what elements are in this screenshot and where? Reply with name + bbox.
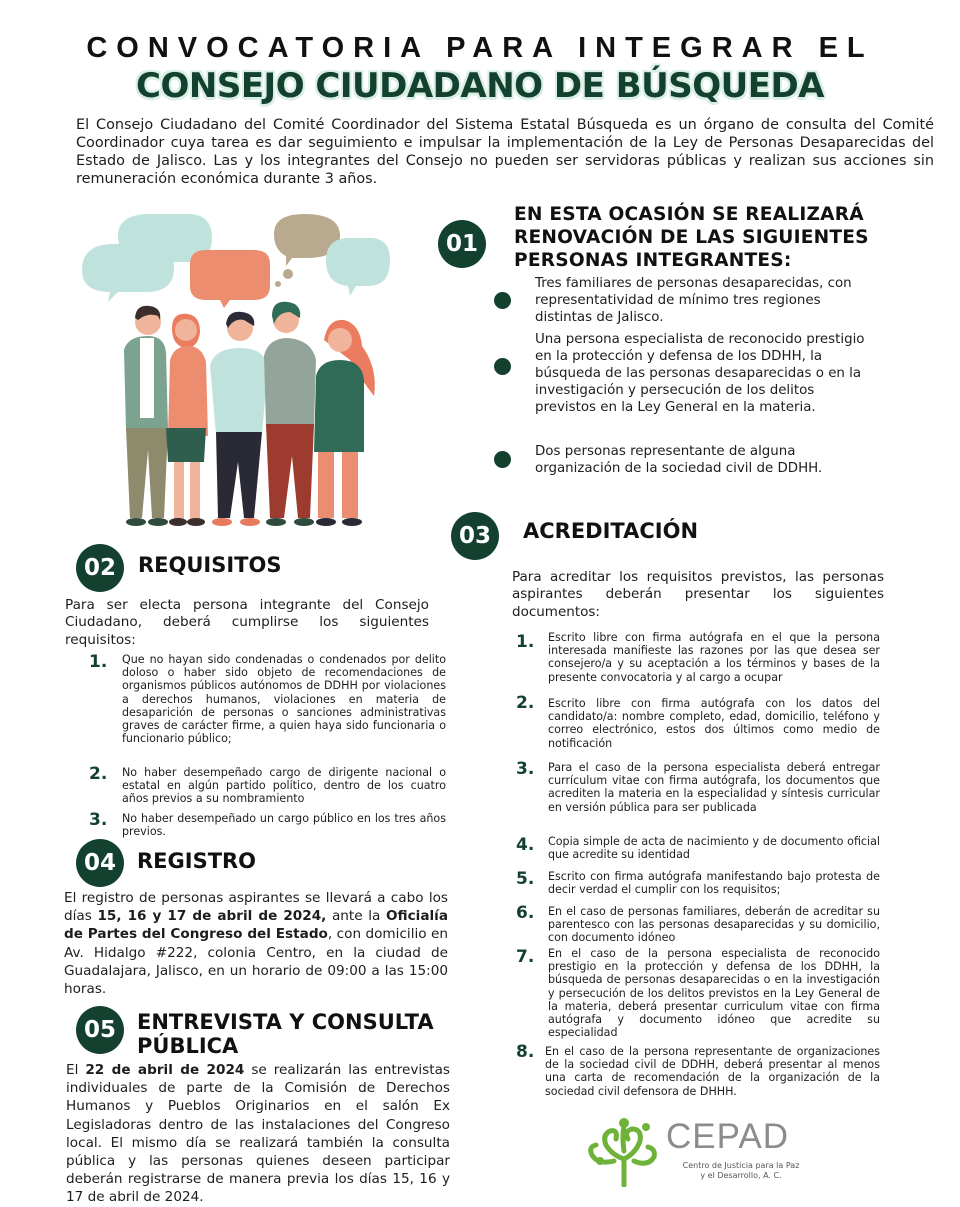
section-02-lead: Para ser electa persona integrante del Consejo Ciudadano, deberá cumplirse los siguientes requisitos: (65, 597, 429, 648)
doc-1-number: 1. (516, 632, 535, 652)
logo-subtitle (676, 1161, 806, 1181)
doc-7-text: En el caso de la persona especialista de reconocido prestigio en la protección y defensa de los DDHH, la búsqueda de personas desaparecidas o en la investigación y persecución de los delitos previstos en la Ley General de la materia, deberá presentar curriculum vitae con firma autógrafa y documento idóneo que acredite su especialidad (548, 947, 880, 1040)
doc-7-number: 7. (516, 947, 535, 967)
section-01-number: 01 (438, 220, 486, 268)
section-01-bullet-2: Una persona especialista de reconocido prestigio en la protección y defensa de los DDHH, la búsqueda de las personas desaparecidas o en la investigación y persecución de los delitos previstos en la Ley General en la materia. (535, 332, 865, 415)
cepad-tree-icon (584, 1115, 660, 1187)
logo-subtitle-1: Centro de Justicia para la Paz (682, 1161, 800, 1170)
section-01-title: EN ESTA OCASIÓN SE REALIZARÁ RENOVACIÓN DE LAS SIGUIENTES PERSONAS INTEGRANTES: (514, 204, 869, 271)
person-3 (210, 312, 268, 526)
person-1 (124, 306, 168, 526)
speech-bubbles (82, 214, 390, 308)
bullet-dot-icon (494, 451, 511, 468)
doc-5-number: 5. (516, 869, 535, 889)
bullet-dot-icon (494, 292, 511, 309)
section-04-number: 04 (76, 839, 124, 887)
doc-8-number: 8. (516, 1042, 535, 1062)
doc-3-number: 3. (516, 759, 535, 779)
doc-1-text: Escrito libre con firma autógrafa en el que la persona interesada manifieste las razones por las que desea ser consejero/a y su aceptación a los términos y bases de la presente convocatoria y al cargo a ocupar (548, 631, 880, 684)
page-title: CONSEJO CIUDADANO DE BÚSQUEDA (136, 66, 824, 106)
page-supertitle: CONVOCATORIA PARA INTEGRAR EL (86, 32, 874, 64)
req-2-number: 2. (89, 764, 108, 784)
req-1-number: 1. (89, 652, 108, 672)
section-05-title: ENTREVISTA Y CONSULTA PÚBLICA (137, 1010, 434, 1058)
section-02-number: 02 (76, 544, 124, 592)
people-talking-illustration (78, 200, 408, 535)
person-4 (264, 302, 316, 526)
req-2-text: No haber desempeñado cargo de dirigente nacional o estatal en algún partido político, dentro de los cuatro años previos a su nombramiento (122, 766, 446, 806)
doc-6-number: 6. (516, 903, 535, 923)
person-5 (314, 320, 375, 526)
section-04-text: El registro de personas aspirantes se llevará a cabo los días 15, 16 y 17 de abril de 2024, ante la Oficialía de Partes del Congreso del Estado, con domicilio en Av. Hidalgo #222, colonia Centro, en la ciudad de Guadalajara, Jalisco, en un horario de 09:00 a las 15:00 horas. (64, 890, 448, 998)
logo-name: CEPAD (666, 1117, 789, 1156)
section-03-lead: Para acreditar los requisitos previstos, las personas aspirantes deberán presentar los siguientes documentos: (512, 569, 884, 620)
person-2 (166, 314, 208, 526)
section-05-text: El 22 de abril de 2024 se realizarán las entrevistas individuales de parte de la Comisión de Derechos Humanos y Pueblos Originarios en el salón Ex Legisladoras dentro de las instalaciones del Congreso local. El mismo día se realizará también la consulta pública y las personas quienes deseen participar deberán registrarse de manera previa los días 15, 16 y 17 de abril de 2024. (66, 1062, 450, 1206)
req-1-text: Que no hayan sido condenadas o condenados por delito doloso o haber sido objeto de recomendaciones de organismos públicos autónomos de DDHH por violaciones a derechos humanos, violaciones en materia de desaparición de personas o sanciones administrativas graves de carácter firme, a quien haya sido funcionaria o funcionario público; (122, 653, 446, 746)
section-05-number: 05 (76, 1006, 124, 1054)
logo-subtitle-2: y el Desarrollo, A. C. (700, 1171, 782, 1180)
section-04-title: REGISTRO (137, 849, 257, 873)
doc-2-number: 2. (516, 693, 535, 713)
intro-paragraph: El Consejo Ciudadano del Comité Coordinador del Sistema Estatal Búsqueda es un órgano de consulta del Comité Coordinador cuya tarea es dar seguimiento e impulsar la implementación de la Ley de Personas Desaparecidas del Estado de Jalisco. Las y los integrantes del Consejo no pueden ser servidoras públicas y realizan sus acciones sin remuneración económica durante 3 años. (76, 117, 934, 187)
section-01-bullet-1: Tres familiares de personas desaparecidas, con representatividad de mínimo tres regiones distintas de Jalisco. (535, 276, 852, 325)
doc-4-text: Copia simple de acta de nacimiento y de documento oficial que acredite su identidad (548, 835, 880, 862)
section-02-title: REQUISITOS (138, 553, 282, 577)
doc-8-text: En el caso de la persona representante de organizaciones de la sociedad civil de DDHH, deberá presentar al menos una carta de recomendación de la organización de la sociedad civil defensora de DHHH. (545, 1045, 880, 1098)
section-03-number: 03 (451, 512, 499, 560)
doc-5-text: Escrito con firma autógrafa manifestando bajo protesta de decir verdad el cumplir con los requisitos; (548, 870, 880, 897)
doc-2-text: Escrito libre con firma autógrafa con los datos del candidato/a: nombre completo, edad, domicilio, teléfono y correo electrónico, estos dos últimos como medio de notificación (548, 697, 880, 750)
section-03-title: ACREDITACIÓN (523, 519, 699, 543)
doc-6-text: En el caso de personas familiares, deberán de acreditar su parentesco con las personas desaparecidas y su domicilio, con documento idóneo (548, 905, 880, 945)
doc-4-number: 4. (516, 835, 535, 855)
cepad-logo (584, 1115, 884, 1195)
section-01-bullet-3: Dos personas representante de alguna organización de la sociedad civil de DDHH. (535, 444, 823, 476)
doc-3-text: Para el caso de la persona especialista deberá entregar currículum vitae con firma autógrafa, los documentos que acrediten la materia en la especialidad y síntesis curricular en versión pública para ser publicada (548, 761, 880, 814)
req-3-number: 3. (89, 810, 108, 830)
req-3-text: No haber desempeñado un cargo público en los tres años previos. (122, 812, 446, 839)
bullet-dot-icon (494, 358, 511, 375)
